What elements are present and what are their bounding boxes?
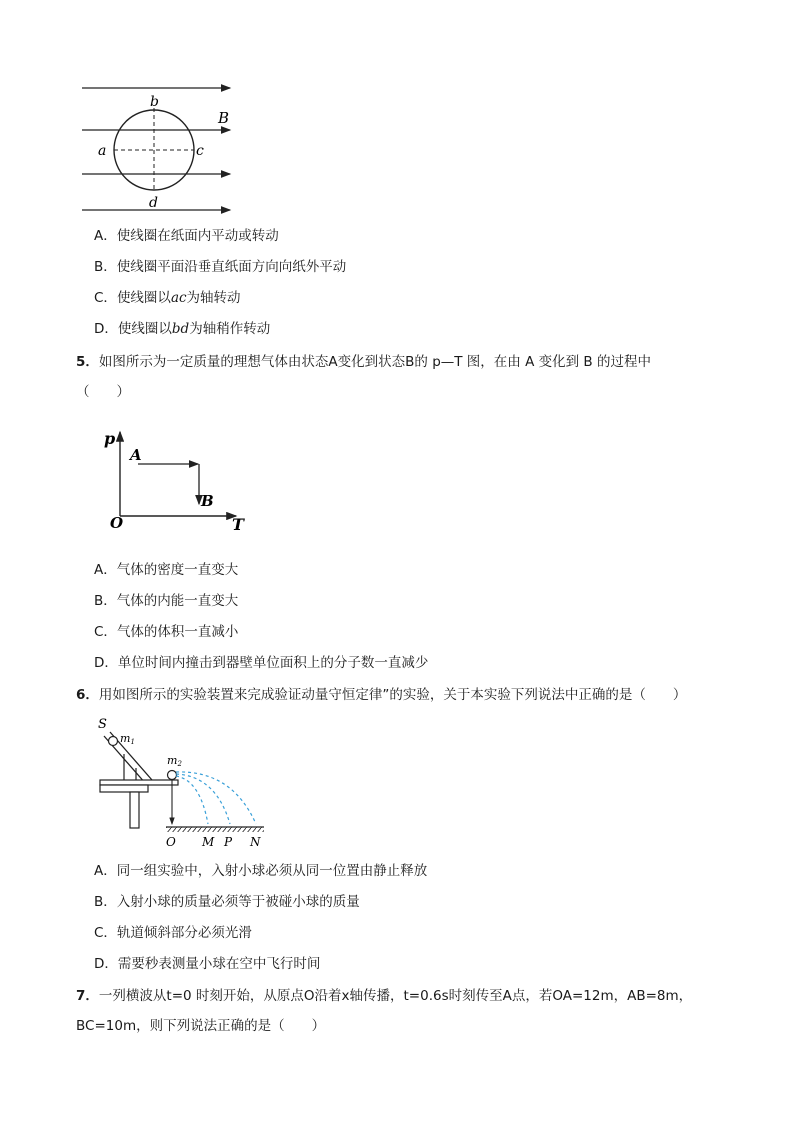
trajectory-n (176, 772, 256, 824)
momentum-apparatus-figure (96, 714, 268, 850)
label-T: T (232, 515, 244, 534)
q4-option-a: A．使线圈在纸面内平动或转动 (94, 228, 279, 244)
label-O: O (110, 514, 124, 532)
trajectory-p (176, 774, 230, 824)
q5-option-c: C．气体的体积一直减小 (94, 624, 239, 640)
table-top (100, 785, 148, 792)
q6-option-a: A．同一组实验中，入射小球必须从同一位置由静止释放 (94, 863, 428, 879)
q4-option-b: B．使线圈平面沿垂直纸面方向向纸外平动 (94, 259, 347, 275)
label-M: M (202, 835, 215, 849)
q6-option-d: D．需要秒表测量小球在空中飞行时间 (94, 956, 321, 972)
q5-blank: （ ） (76, 384, 130, 400)
q6-stem: 6．用如图所示的实验装置来完成验证动量守恒定律”的实验，关于本实验下列说法中正确的是（ ） (76, 687, 687, 703)
label-P: P (224, 835, 233, 849)
q4-option-d: D．使线圈以bd为轴稍作转动 (94, 321, 271, 337)
table-leg (130, 792, 139, 828)
label-d: d (149, 195, 158, 211)
label-c: c (196, 143, 204, 159)
label-b: b (150, 94, 159, 110)
label-B: B (201, 492, 214, 510)
q5-stem: 5．如图所示为一定质量的理想气体由状态A变化到状态B的 p—T 图，在由 A 变化到 B 的过程中 (76, 354, 651, 370)
label-A: A (130, 446, 142, 464)
label-O: O (166, 835, 176, 849)
q4-option-c: C．使线圈以ac为轴转动 (94, 290, 241, 306)
label-B: B (218, 109, 230, 127)
q6-option-c: C．轨道倾斜部分必须光滑 (94, 925, 252, 941)
label-m2: m2 (167, 754, 182, 768)
ground-hatch (166, 827, 264, 832)
q5-option-d: D．单位时间内撞击到器壁单位面积上的分子数一直减少 (94, 655, 429, 671)
label-m1: m1 (120, 732, 135, 746)
horizontal-track (100, 780, 178, 785)
label-S: S (98, 717, 107, 732)
q5-option-a: A．气体的密度一直变大 (94, 562, 239, 578)
label-p: p (104, 429, 116, 448)
trajectory-m (176, 776, 208, 824)
q7-stem-line-1: 7．一列横波从t=0 时刻开始，从原点O沿着x轴传播，t=0.6s时刻传至A点，若OA=12m，AB=8m， (76, 988, 693, 1004)
coil-figure (78, 80, 238, 216)
q7-stem-line-2: BC=10m，则下列说法正确的是（ ） (76, 1018, 326, 1034)
ball-m1 (109, 737, 118, 746)
q6-option-b: B．入射小球的质量必须等于被碰小球的质量 (94, 894, 360, 910)
label-N: N (250, 835, 261, 849)
q5-option-b: B．气体的内能一直变大 (94, 593, 239, 609)
label-a: a (98, 143, 107, 159)
p-t-graph (104, 424, 254, 534)
ball-m2 (168, 771, 177, 780)
